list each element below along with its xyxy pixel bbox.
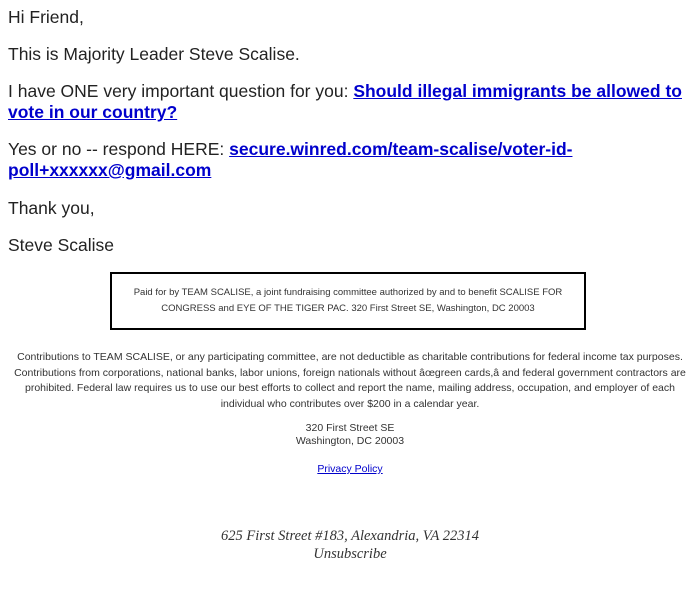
email-footer: [0, 527, 700, 563]
privacy-policy-link[interactable]: Privacy Policy: [317, 463, 383, 475]
contributions-legal-text: Contributions to TEAM SCALISE, or any participating committee, are not deductible as charitable contributions for federal income tax purposes. Contributions from corporations, national banks, labor unions, foreign nationals without âœgreen cards,â and federal government contractors are prohibited. Federal law requires us to use our best efforts to collect and report the name, mailing address, occupation, and employer of each individual who contributes over $200 in a calendar year.: [14, 351, 686, 410]
signature: Steve Scalise: [8, 235, 115, 255]
thanks-line: Thank you,: [8, 198, 95, 218]
address-line-1: 320 First Street SE: [305, 422, 395, 434]
paid-for-disclaimer-box: [110, 272, 586, 330]
intro-line: This is Majority Leader Steve Scalise.: [8, 44, 300, 64]
greeting: Hi Friend,: [8, 7, 84, 27]
question-prefix: I have ONE very important question for you:: [8, 81, 354, 101]
respond-prefix: Yes or no -- respond HERE:: [8, 139, 230, 159]
respond-link[interactable]: secure.winred.com/team-scalise/voter-id-poll+xxxxxx@gmail.com: [8, 139, 573, 180]
privacy-section: [0, 462, 700, 476]
question-link[interactable]: Should illegal immigrants be allowed to vote in our country?: [8, 81, 682, 122]
unsubscribe-link[interactable]: Unsubscribe: [313, 546, 387, 562]
mailing-address: [0, 422, 700, 448]
footer-address: 625 First Street #183, Alexandria, VA 22314: [220, 528, 480, 544]
paid-for-text: Paid for by TEAM SCALISE, a joint fundraising committee authorized by and to benefit SCALISE FOR CONGRESS and EYE OF THE TIGER PAC. 320 First Street SE, Washington, DC 20003: [133, 287, 563, 314]
address-line-2: Washington, DC 20003: [295, 435, 405, 447]
question-paragraph: [8, 81, 688, 123]
respond-paragraph: [8, 139, 688, 181]
